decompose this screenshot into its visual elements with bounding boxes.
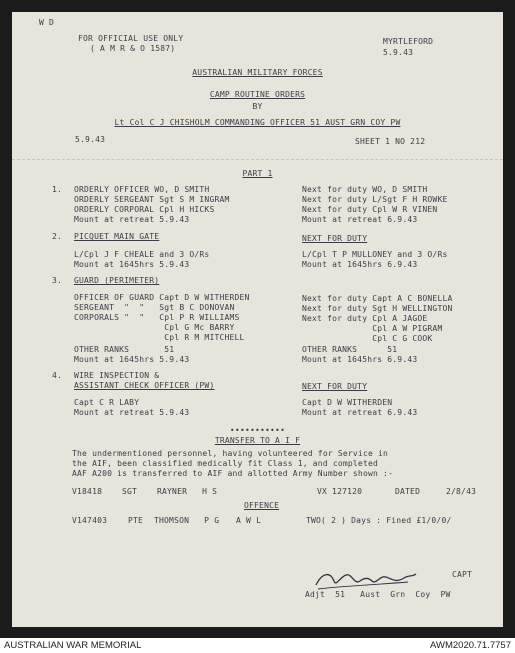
transfer-rank: SGT	[122, 487, 138, 496]
title-by: BY	[252, 102, 263, 111]
offence-heading: OFFENCE	[244, 501, 280, 510]
next-duty-text: Next for duty L/Sgt F H ROWKE	[302, 195, 448, 204]
section-number: 2.	[52, 232, 63, 241]
title-orders: CAMP ROUTINE ORDERS	[209, 90, 306, 99]
place-name: MYRTLEFORD	[383, 37, 434, 46]
offence-type: A W L	[236, 516, 262, 525]
section-text: SERGEANT " " Sgt B C DONOVAN	[74, 303, 235, 312]
sheet-number: SHEET 1 NO 212	[355, 137, 426, 146]
section-text: ORDERLY SERGEANT Sgt S M INGRAM	[74, 195, 230, 204]
next-duty-text: Next for duty WO, D SMITH	[302, 185, 428, 194]
order-date: 5.9.43	[75, 135, 106, 144]
next-duty-text: Next for duty Cpl A JAGOE	[302, 314, 428, 323]
next-duty-text: Mount at 1645hrs 6.9.43	[302, 260, 418, 269]
section-number: 1.	[52, 185, 63, 194]
next-duty-text: Mount at retreat 6.9.43	[302, 408, 418, 417]
separator-dots: •••••••••••	[229, 426, 286, 435]
transfer-text: the AIF, been classified medically fit Class 1, and completed	[72, 459, 379, 468]
next-duty-text: Capt D W WITHERDEN	[302, 398, 393, 407]
section-number: 3.	[52, 276, 63, 285]
next-duty-text: Mount at 1645hrs 6.9.43	[302, 355, 418, 364]
section-text: OTHER RANKS 51	[74, 345, 175, 354]
section-text: ORDERLY CORPORAL Cpl H HICKS	[74, 205, 215, 214]
footer-accession: AWM2020.71.7757	[430, 640, 511, 651]
section-heading: WIRE INSPECTION &	[74, 371, 160, 380]
section-text: L/Cpl J F CHEALE and 3 O/Rs	[74, 250, 210, 259]
next-duty-text: Mount at retreat 6.9.43	[302, 215, 418, 224]
section-number: 4.	[52, 371, 63, 380]
offence-name: THOMSON P G	[154, 516, 220, 525]
section-text: CORPORALS " " Cpl P R WILLIAMS	[74, 313, 240, 322]
footer-source: AUSTRALIAN WAR MEMORIAL	[4, 640, 142, 651]
offence-penalty: TWO( 2 ) Days : Fined £1/0/0/	[306, 516, 452, 525]
next-duty-text: Next for duty Sgt H WELLINGTON	[302, 304, 453, 313]
transfer-dated-label: DATED	[395, 487, 421, 496]
next-duty-text: Cpl A W PIGRAM	[302, 324, 443, 333]
part-heading: PART 1	[242, 169, 273, 178]
section-text: Mount at retreat 5.9.43	[74, 215, 190, 224]
signatory-line: Adjt 51 Aust Grn Coy PW	[305, 590, 451, 599]
transfer-number: V18418	[72, 487, 103, 496]
fold-line	[12, 159, 503, 160]
offence-number: V147403	[72, 516, 108, 525]
footer-bar	[0, 638, 515, 653]
place-date: 5.9.43	[383, 48, 414, 57]
official-use-line: FOR OFFICIAL USE ONLY	[78, 34, 184, 43]
next-duty-text: OTHER RANKS 51	[302, 345, 398, 354]
next-duty-text: Next for duty Capt A C BONELLA	[302, 294, 453, 303]
transfer-heading: TRANSFER TO A I F	[214, 436, 301, 445]
next-duty-text: Cpl C G COOK	[302, 334, 433, 343]
section-heading: PICQUET MAIN GATE	[74, 232, 160, 241]
section-text: Mount at 1645hrs 5.9.43	[74, 355, 190, 364]
section-text: Mount at 1645hrs 5.9.43	[74, 260, 190, 269]
section-text: Cpl G Mc BARRY	[74, 323, 235, 332]
title-commander: Lt Col C J CHISHOLM COMMANDING OFFICER 51 AUST GRN COY PW	[114, 118, 401, 127]
section-text: ORDERLY OFFICER WO, D SMITH	[74, 185, 210, 194]
section-heading: ASSISTANT CHECK OFFICER (PW)	[74, 381, 215, 390]
transfer-new-number: VX 127120	[317, 487, 363, 496]
signatory-rank: CAPT	[452, 570, 473, 579]
transfer-name: RAYNER H S	[157, 487, 218, 496]
title-forces: AUSTRALIAN MILITARY FORCES	[192, 68, 323, 77]
section-text: OFFICER OF GUARD Capt D W WITHERDEN	[74, 293, 250, 302]
section-text: Mount at retreat 5.9.43	[74, 408, 190, 417]
next-duty-heading: NEXT FOR DUTY	[302, 382, 368, 391]
next-duty-heading: NEXT FOR DUTY	[302, 234, 368, 243]
section-text: Cpl R M MITCHELL	[74, 333, 245, 342]
document-page	[12, 12, 503, 627]
next-duty-text: Next for duty Cpl W R VINEN	[302, 205, 438, 214]
corner-mark: W D	[39, 18, 55, 27]
transfer-text: The undermentioned personnel, having volunteered for Service in	[72, 449, 389, 458]
section-text: Capt C R LABY	[74, 398, 140, 407]
offence-rank: PTE	[128, 516, 144, 525]
official-ref-line: ( A M R & O 1587)	[90, 44, 176, 53]
transfer-dated: 2/8/43	[446, 487, 477, 496]
section-heading: GUARD (PERIMETER)	[74, 276, 160, 285]
next-duty-text: L/Cpl T P MULLONEY and 3 O/Rs	[302, 250, 448, 259]
transfer-text: AAF A200 is transferred to AIF and allotted Army Number shown :-	[72, 469, 394, 478]
